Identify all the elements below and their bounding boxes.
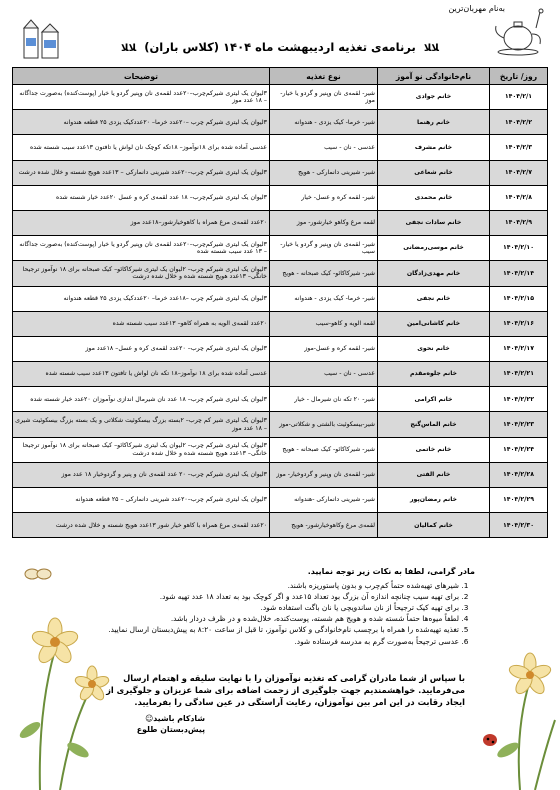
row-date: ۱۴۰۴/۲/۱۷ <box>490 336 548 361</box>
row-name: خانم موسی‌رمضانی <box>378 236 490 261</box>
row-food: شیر- شیرکاکائو- کیک صبحانه - هویج <box>270 437 378 462</box>
note-item: 3. برای تهیه کیک ترجیحاً از نان ساندویچی یا نان باگت استفاده شود. <box>100 602 459 613</box>
row-name: خانم کمالیان <box>378 513 490 538</box>
row-desc: ۲۰عدد لقمه‌ی الویه به همراه کاهو– ۱۳عدد سیب شسته شده <box>13 311 270 336</box>
row-food: شیر- لقمه‌ی نان وپنیر و گردوخیار- موز <box>270 462 378 487</box>
table-row <box>13 412 548 437</box>
row-date: ۱۴۰۴/۲/۱ <box>490 85 548 110</box>
table-row <box>13 488 548 513</box>
row-name: خانم محمدی <box>378 185 490 210</box>
row-desc: ۲۰عدد لقمه‌ی مرغ همراه با کاهوخیارشور–۱۸عدد موز <box>13 210 270 235</box>
table-row <box>13 513 548 538</box>
row-desc: ۳لیوان یک لیتری شیرکم چرب– ۲۰عدد لقمه‌ی کره و عسل– ۱۸عدد موز <box>13 336 270 361</box>
row-desc: ۳لیوان یک لیتری شیرکم چرب –۲۰عدد خرما– ۲۰عددکیک یزدی ۲۵ قطعه هندوانه <box>13 110 270 135</box>
table-row <box>13 160 548 185</box>
table-row <box>13 336 548 361</box>
signoff-school: پیش‌دبستان طلوع <box>136 725 205 735</box>
row-date: ۱۴۰۴/۲/۱۰ <box>490 236 548 261</box>
row-date: ۱۴۰۴/۲/۲۸ <box>490 462 548 487</box>
row-name: خانم سادات نجفی <box>378 210 490 235</box>
row-name: خانم نجفی <box>378 286 490 311</box>
row-name: خانم الفتی <box>378 462 490 487</box>
notes-section <box>100 566 475 647</box>
row-name: خانم مهدی‌زادگان <box>378 261 490 286</box>
table-row <box>13 135 548 160</box>
notes-intro: مادر گرامی، لطفا به نکات زیر توجه نمایید. <box>307 567 475 576</box>
title-ornament-left: ﻼﻼ <box>121 43 137 54</box>
row-name: خانم مشرف <box>378 135 490 160</box>
table-row <box>13 236 548 261</box>
table-row <box>13 387 548 412</box>
row-desc: ۳لیوان یک لیتری شیرکم چرب–۲۰عدد شیرینی دانمارکی – ۱۳عدد هویج شسته و خلال شده درشت <box>13 160 270 185</box>
row-name: خانم جوادی <box>378 85 490 110</box>
row-date: ۱۴۰۴/۲/۳ <box>490 135 548 160</box>
row-food: شیر- شیرینی دانمارکی - هویج <box>270 160 378 185</box>
row-desc: ۲۰عدد لقمه‌ی مرغ همراه با کاهو خیار شور ۱۳عدد هویج شسته و خلال شده درشت <box>13 513 270 538</box>
table-row <box>13 286 548 311</box>
row-food: شیر- خرما- کیک یزدی - هندوانه <box>270 110 378 135</box>
row-date: ۱۴۰۴/۲/۲۴ <box>490 437 548 462</box>
row-food: عدسی - نان - سیب <box>270 135 378 160</box>
row-desc: ۳لیوان یک لیتری شیرکم چرب– ۱۸ عدد نان شیرمال اندازی نوآموزان ۲۰عدد خیار شسته شده <box>13 387 270 412</box>
row-name: خانم الماس‌گنج <box>378 412 490 437</box>
note-item: 1. شیرهای تهیه‌شده حتماً کم‌چرب و بدون پاستوریزه باشند. <box>100 580 459 591</box>
row-food: شیر-بیسکوئیت بالشتی و شکلاتی-موز <box>270 412 378 437</box>
row-date: ۱۴۰۴/۲/۷ <box>490 160 548 185</box>
row-desc: ۳لیوان یک لیتری شیر کم چرب– ۲بسته بزرگ بیسکوئیت شکلاتی و یک بسته بزرگ بیسکوئیت شیری – ۱۸ عدد موز <box>13 412 270 437</box>
title-text: برنامه‌ی تغذیه اردیبهشت ماه ۱۴۰۴ (کلاس باران) <box>144 40 416 54</box>
row-food: شیر- لقمه‌ی نان وپنیر و گردو یا خیار- سیب <box>270 236 378 261</box>
signoff <box>137 713 205 736</box>
row-date: ۱۴۰۴/۲/۱۴ <box>490 261 548 286</box>
page-title <box>0 40 560 54</box>
notes-list <box>100 580 475 647</box>
row-desc: ۳لیوان یک لیتری شیرکم چرب– ۲لیوان یک لیتری شیرکاکائو– کیک صبحانه برای ۱۸ نوآموز ترجیحا خانگی– ۱۳عدد هویج شسته شده و خلال شده درشت <box>13 437 270 462</box>
nutrition-table <box>12 67 548 538</box>
row-food: لقمه الویه و کاهو-سیب <box>270 311 378 336</box>
row-desc: ۳لیوان یک لیتری شیرکم چرب–۲۰عدد شیرینی دانمارکی – ۲۵ قطعه هندوانه <box>13 488 270 513</box>
col-header-food: نوع تغذیه <box>270 68 378 85</box>
row-date: ۱۴۰۴/۲/۱۵ <box>490 286 548 311</box>
note-item: 6. عدسی ترجیحاً به‌صورت گرم به مدرسه فرستاده شود. <box>100 636 459 647</box>
row-name: خانم جلوه‌مقدم <box>378 362 490 387</box>
signoff-greeting: شاد‌کام باشید☺ <box>145 714 205 723</box>
note-item: 5. تغذیه تهیه‌شده را همراه با برچسب نام‌خانوادگی و کلاس نوآموز، تا قبل از ساعت ۸:۲۰ به پیش‌دبستان ارسال نمایید. <box>100 624 459 635</box>
row-food: شیر- شیرکاکائو- کیک صبحانه - هویج <box>270 261 378 286</box>
row-food: لقمه مرغ وکاهو خیارشور- موز <box>270 210 378 235</box>
row-date: ۱۴۰۴/۲/۲۳ <box>490 412 548 437</box>
row-name: خانم نحوی <box>378 336 490 361</box>
row-desc: ۳لیوان یک لیتری شیرکم چرب –۱۸عدد خرما– ۲۰عددکیک یزدی ۲۵ قطعه هندوانه <box>13 286 270 311</box>
note-item: 4. لطفاً میوه‌ها حتماً شسته شده و هویج هم شسته، پوست‌کنده، خلال‌شده و در ظرف دردار باشد. <box>100 613 459 624</box>
table-row <box>13 210 548 235</box>
row-name: خانم رمضان‌پور <box>378 488 490 513</box>
col-header-desc: توضیحات <box>13 68 270 85</box>
row-date: ۱۴۰۴/۲/۳۰ <box>490 513 548 538</box>
row-desc: ۳لیوان یک لیتری شیرکم‌چرب– ۱۸ عدد لقمه‌ی کره و عسل ۲۰عدد خیار شسته شده <box>13 185 270 210</box>
row-date: ۱۴۰۴/۲/۹ <box>490 210 548 235</box>
table-row <box>13 462 548 487</box>
row-name: خانم رهنما <box>378 110 490 135</box>
table-row <box>13 185 548 210</box>
table-row <box>13 85 548 110</box>
row-food: شیر- لقمه‌ی نان وپنیر و گردو یا خیار- موز <box>270 85 378 110</box>
row-date: ۱۴۰۴/۲/۱۶ <box>490 311 548 336</box>
row-desc: ۳لیوان یک لیتری شیرکم‌چرب–۲۰عدد لقمه‌ی نان وپنیر گردو یا خیار (پوست‌کنده) به‌صورت جداگانه – ۱۳ عدد سیب شسته شده <box>13 236 270 261</box>
table-row <box>13 311 548 336</box>
basmala-text: به‌نام مهربان‌ترین <box>448 4 505 13</box>
row-food: شیر- ۲۰ تکه نان شیرمال - خیار <box>270 387 378 412</box>
table-header-row <box>13 68 548 85</box>
row-desc: ۳لیوان یک لیتری شیرکم چرب– ۲لیوان یک لیتری شیرکاکائو– کیک صبحانه برای ۱۸ نوآموز ترجیحا خانگی– ۱۳عدد هویج شسته شده و خلال شده درشت <box>13 261 270 286</box>
table-row <box>13 362 548 387</box>
row-desc: ۳لیوان یک لیتری شیرکم‌چرب–۲۰عدد لقمه‌ی نان وپنیر گردو یا خیار (پوست‌کنده) به‌صورت جداگانه – ۱۸ عدد موز <box>13 85 270 110</box>
row-name: خانم شعاعی <box>378 160 490 185</box>
row-desc: عدسی آماده شده برای ۱۸نوآموز– ۱۸تکه کوچک نان لواش یا تافتون ۱۳عدد سیب شسته شده <box>13 135 270 160</box>
row-name: خانم کاشانی‌امین <box>378 311 490 336</box>
table-row <box>13 261 548 286</box>
row-desc: ۳لیوان یک لیتری شیرکم چرب– ۲۰ عدد لقمه‌ی نان و پنیر و گردوخیار ۱۸ عدد موز <box>13 462 270 487</box>
row-date: ۱۴۰۴/۲/۲۲ <box>490 387 548 412</box>
table-row <box>13 437 548 462</box>
row-food: شیر- خرما- کیک یزدی - هندوانه <box>270 286 378 311</box>
row-desc: عدسی آماده شده برای ۱۸ نوآموز–۱۸ تکه نان لواش یا تافتون ۱۳عدد سیب شسته شده <box>13 362 270 387</box>
note-item: 2. برای تهیه سیب چنانچه اندازه آن بزرگ بود تعداد ۱۵عدد و اگر کوچک بود به تعداد ۱۸ عدد تهیه شود. <box>100 591 459 602</box>
row-food: شیر- لقمه کره و عسل-موز <box>270 336 378 361</box>
flower-decoration-right-icon <box>460 620 560 790</box>
row-name: خانم خاتمی <box>378 437 490 462</box>
col-header-family: نام‌خانوادگی نو آموز <box>378 68 490 85</box>
row-food: عدسی - نان - سیب <box>270 362 378 387</box>
col-header-date: روز/ تاریخ <box>490 68 548 85</box>
row-food: شیر- لقمه کره و عسل- خیار <box>270 185 378 210</box>
row-date: ۱۴۰۴/۲/۲ <box>490 110 548 135</box>
row-food: لقمه‌ی مرغ وکاهوخیارشور- هویج <box>270 513 378 538</box>
row-date: ۱۴۰۴/۲/۸ <box>490 185 548 210</box>
row-date: ۱۴۰۴/۲/۲۱ <box>490 362 548 387</box>
closing-paragraph: با سپاس از شما مادران گرامی که تغذیه نوآموزان را با نهایت سلیقه و اهتمام ارسال می‌فرمایید. خواهشمندیم جهت جلوگیری از زحمت اضافه برای شما عزیزان و جلوگیری از ایجاد رقابت در این امر بین نوآموزان، رعایت آراستگی در عین سادگی را بفرمایید. <box>106 673 465 708</box>
row-date: ۱۴۰۴/۲/۲۹ <box>490 488 548 513</box>
table-row <box>13 110 548 135</box>
row-name: خانم اکرامی <box>378 387 490 412</box>
title-ornament-right: ﻼﻼ <box>423 43 439 54</box>
row-food: شیر- شیرینی دانمارکی -هندوانه <box>270 488 378 513</box>
